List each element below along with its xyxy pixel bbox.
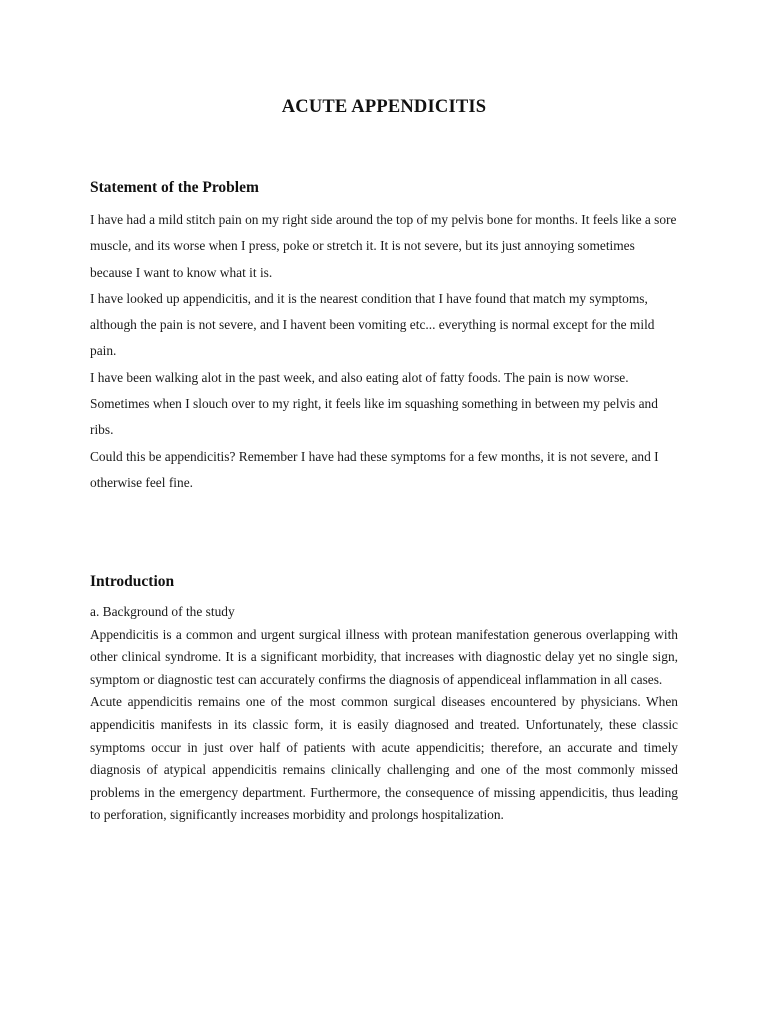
statement-paragraph: I have looked up appendicitis, and it is the nearest condition that I have found that match my symptoms, although the pain is not severe, and I havent been vomiting etc... everything is normal except for the mild pain.: [90, 290, 655, 359]
introduction-paragraph: Acute appendicitis remains one of the most common surgical diseases encountered by physicians. When appendicitis manifests in its classic form, it is easily diagnosed and treated. Unfortunately, these classic symptoms occur in just over half of patients with acute appendicitis; therefore, an accurate and timely diagnosis of atypical appendicitis remains clinically challenging and one of the most commonly missed problems in the emergency department. Furthermore, the consequence of missing appendicitis, thus leading to perforation, significantly increases morbidity and prolongs hospitalization.: [90, 694, 678, 823]
statement-body: [90, 207, 678, 496]
introduction-paragraph: Appendicitis is a common and urgent surgical illness with protean manifestation generous overlapping with other clinical syndrome. It is a significant morbidity, that increases with diagnostic delay yet no single sign, symptom or diagnostic test can accurately confirms the diagnosis of appendiceal inflammation in all cases.: [90, 626, 678, 687]
statement-heading: Statement of the Problem: [90, 179, 259, 196]
statement-paragraph: I have had a mild stitch pain on my right side around the top of my pelvis bone for months. It feels like a sore muscle, and its worse when I press, poke or stretch it. It is not severe, but its just annoying sometimes because I want to know what it is.: [90, 212, 677, 280]
introduction-subheading: a. Background of the study: [90, 604, 235, 619]
statement-paragraph: I have been walking alot in the past week, and also eating alot of fatty foods. The pain is now worse.: [90, 369, 629, 385]
introduction-heading: Introduction: [90, 573, 175, 590]
statement-paragraph: Could this be appendicitis? Remember I have had these symptoms for a few months, it is not severe, and I otherwise feel fine.: [90, 448, 659, 490]
introduction-body: [90, 601, 678, 827]
statement-paragraph: Sometimes when I slouch over to my right, it feels like im squashing something in between my pelvis and ribs.: [90, 396, 658, 438]
document-title: ACUTE APPENDICITIS: [281, 97, 487, 117]
